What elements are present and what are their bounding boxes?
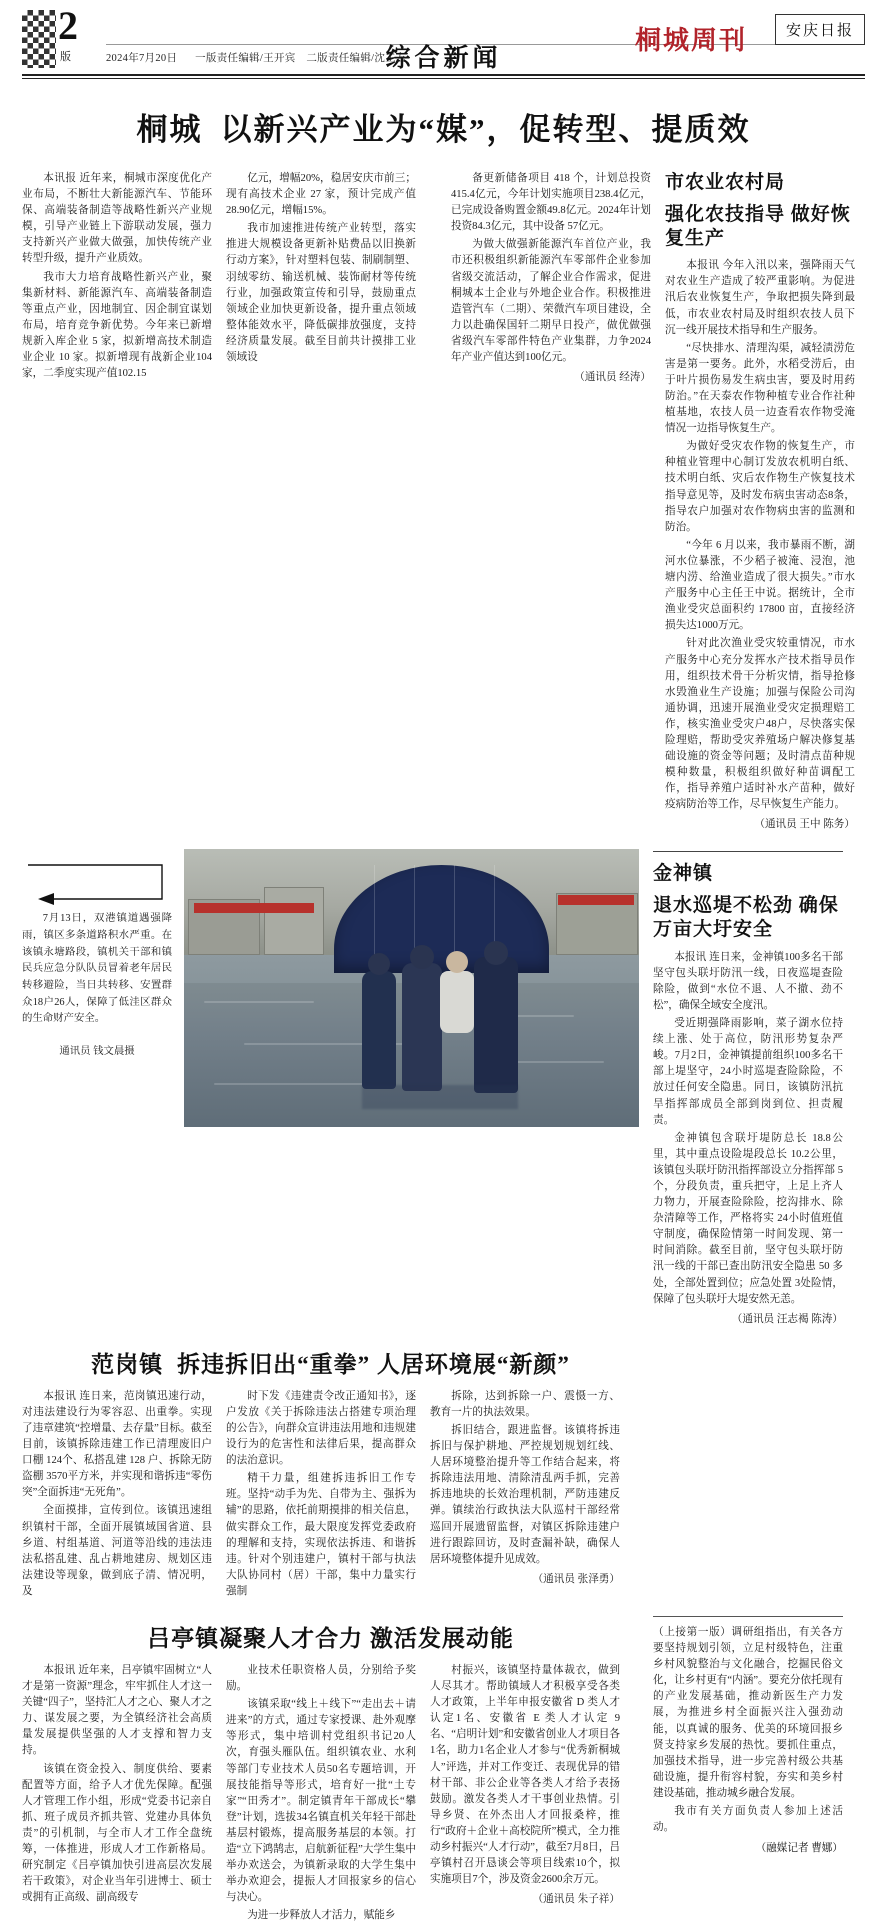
lead-headline-main: 以新兴产业为“媒”，促转型、提质效 <box>220 112 751 147</box>
article-signature: （通讯员 经涛） <box>574 372 651 384</box>
article3-col-1 <box>22 1663 212 1926</box>
arrow-icon <box>24 859 166 907</box>
news-photo-flood-rescue <box>184 849 639 1127</box>
right-article-1-org: 市农业农村局 <box>665 172 786 193</box>
article3-headline <box>22 1620 639 1653</box>
article3-title: 凝聚人才合力 激活发展动能 <box>219 1625 514 1651</box>
paragraph: 本报讯 连日来，金神镇100多名干部坚守包头联圩防汛一线，日夜巡堤查险除险，做到“水位不退、人不撤、劲不松”，确保全域安全度汛。 <box>653 951 843 1011</box>
photo-and-right-area <box>22 841 865 1331</box>
right-column <box>665 171 855 837</box>
weekly-brand: 桐城周刊 <box>634 26 747 55</box>
article-signature: （通讯员 王中 陈务） <box>754 819 855 831</box>
paragraph: 本讯报 近年来，桐城市深度优化产业布局，不断壮大新能源汽车、节能环保、高端装备制造等战略性新兴产业规模，引导产业链上下游联动发展，强力支持新兴产业做大做强，加快传统产业转型升级，提升产业质效。 <box>22 173 212 265</box>
paragraph: 时下发《违建责令改正通知书》，逐户发放《关于拆除违法占搭建专项治理的公告》，向群众宣讲违法用地和违规建设行为的危害性和法律后果，提高群众的法治意识。 <box>226 1390 416 1467</box>
paragraph: 为做大做强新能源汽车首位产业，我市还积极组织新能源汽车零部件企业参加省级交流活动，了解企业合作需求，促进桐城本土企业与外地企业合作。积极推进造管汽车（二期）、荣微汽车项目建设，全力以赴确保国轩二期早日投产，做优做强省级汽车零部件特色产业集群，力争2024年产业产值达到100亿元。 <box>451 239 651 364</box>
editors-line: 一版责任编辑/王开宾 二版责任编辑/沈工友 <box>195 53 407 64</box>
paragraph: 业技术任职资格人员，分别给予奖励。 <box>226 1664 416 1693</box>
lead-headline-town: 桐城 <box>136 112 203 147</box>
masthead <box>22 0 865 78</box>
footer-note-text: （上接第一版）调研组指出，有关各方要坚持规划引领，立足村级特色，注重乡村风貌整治与文化融合，挖掘民俗文化，让乡村更有“内涵”。要充分依托现有的产业发展基础，推动新医生产力发展，为推进乡村全面振兴注入强劲动能，以真诚的服务、优美的环境回报乡贤支持家乡发展的热忱。要抓住重点，加强技术指导，进一步完善村级公共基础设施，提升衔容村貌，夯实和美乡村建设基础，推动城乡融合发展。 <box>653 1626 843 1799</box>
paragraph: “今年 6 月以来，我市暴雨不断，湖河水位暴涨，不少稻子被淹、浸泡，池塘内涝、给渔业造成了很大损失。”市水产服务中心主任王中说。据统计，全市渔业受灾总面积约 17800 亩，直接经济损失达1000万元。 <box>665 539 855 632</box>
paper-brand: 安庆日报 <box>775 14 865 45</box>
lead-article-columns <box>22 171 437 837</box>
photo-caption-block <box>22 849 172 1056</box>
right-article-2-org: 金神镇 <box>653 863 714 885</box>
photo-red-banner <box>194 903 314 913</box>
right-article-2-title: 退水巡堤不松劲 确保万亩大圩安全 <box>653 895 839 940</box>
right-column-3-spacer <box>653 1332 843 1602</box>
photo-block <box>22 841 639 1331</box>
lead-headline <box>22 104 865 149</box>
top-body-area <box>22 171 865 837</box>
article3-town: 吕亭镇 <box>147 1625 220 1651</box>
footer-signature: （融媒记者 曹娜） <box>755 1843 843 1855</box>
masthead-divider-thick <box>22 74 865 76</box>
photo-building <box>264 887 324 955</box>
paragraph: 拆除，达到拆除一户、震慑一方、教育一片的执法效果。 <box>430 1390 620 1418</box>
paragraph: 该镇在资金投入、制度供给、要素配置等方面，给予人才优先保障。配强人才管理工作小组，形成“党委书记亲自抓、班子成员齐抓共管、党建办具体负责”的引机制，与全市人才工作全盘统筹，一体推进，形成人才工作新格局。研究制定《吕亭镇加快引进高层次发展若干政策》，对企业当年引进博士、硕士或拥有正高级、副高级专 <box>22 1763 212 1904</box>
paragraph: 村振兴，该镇坚持量体裁衣，做到人尽其才。帮助镇域人才积极享受各类人才政策，上半年申报安徽省 D 类人才认定1名、安徽省 E 类人才认定 9 名、“启明计划”和安徽省创业人才项目各1名，助力1名企业人才参与“优秀新桐城人”评选，并对工作变迁、表现优异的错材干部、非公企业等各类人才给予表扬鼓励。激发各类人才干事创业热情。引导乡贤、在外杰出人才回报桑梓，推行“政府＋企业＋高校院所”模式，全力推动乡村振兴“人才行动”，截至7月8日，吕亭镇村召开恳谈会等项目线索10个，拟实施项目7个，涉及资金2600余万元。 <box>430 1664 620 1886</box>
paragraph: 本报讯 近年来，吕亭镇牢固树立“人才是第一资源”理念，牢牢抓住人才这一关键“四子”，坚持汇人才之心、聚人才之力、谋发展之要，为全镇经济社会高质量发展提供坚强的人才支撑和智力支持。 <box>22 1664 212 1757</box>
article2-headline <box>22 1346 639 1379</box>
paragraph: 精干力量，组建拆违拆旧工作专班。坚持“动手为先、自带为主、强拆为辅”的思路，依托前期摸排的相关信息，做实群众工作，最大限度发挥党委政府的理解和支持，实现依法拆违、和谐拆违。针对个别违建户，镇村干部与执法大队协同村（居）干部，集中力量实行强制 <box>226 1473 416 1597</box>
article2-block <box>22 1332 639 1602</box>
paragraph: 亿元，增幅20%，稳居安庆市前三；现有高技术企业 27 家，预计完成产值 28.90亿元，增幅15%。 <box>226 173 416 217</box>
masthead-divider-thin <box>22 78 865 79</box>
paragraph: 为进一步释放人才活力，赋能乡 <box>247 1910 396 1922</box>
paragraph: 针对此次渔业受灾较重情况，市水产服务中心充分发挥水产技术指导员作用，组织技术骨干分析灾情，指导抢修水毁渔业生产设施；加强与保险公司沟通协调，迅速开展渔业受灾定损理赔工作，核实渔业受灾户48户，尽快落实保险理赔，帮助受灾养殖场户解决修复基础设施的资金等问题；及时清点苗种规模种数量，积极组织做好种苗调配工作，指导养殖户适时补水产苗种，做好疫病防治等工作，尽早恢复生产能力。 <box>665 638 855 811</box>
article2-col-1 <box>22 1389 212 1602</box>
paragraph: 本报讯 今年入汛以来，强降雨天气对农业生产造成了较严重影响。为促进汛后农业恢复生产，争取把损失降到最低，市农业农村局及时组织农技人员下沉一线开展技术指导和生产服务。 <box>665 260 855 336</box>
article3-area <box>22 1608 865 1926</box>
page-number: 2 <box>58 3 78 48</box>
lead-col-3 <box>451 171 651 837</box>
paragraph: 全面摸排，宣传到位。该镇迅速组织镇村干部，全面开展镇域国省道、县乡道、村组基道、河道等沿线的违法违法私搭乱建、乱占耕地建房、规划区违法建设等现象，做到底子清、情况明，及 <box>22 1505 212 1597</box>
right-column-2 <box>653 841 843 1331</box>
lead-col-1 <box>22 171 212 384</box>
footer-note-column <box>653 1608 843 1926</box>
photo-red-banner <box>558 895 634 905</box>
section-title: 综合新闻 <box>385 45 502 72</box>
right-divider <box>653 851 843 852</box>
article3-col-2 <box>226 1663 416 1926</box>
footer-divider <box>653 1616 843 1617</box>
article-signature: （通讯员 朱子祥） <box>532 1894 620 1906</box>
article3-block <box>22 1608 639 1926</box>
footer-note-text-2: 我市有关方面负责人参加上述活动。 <box>653 1806 843 1834</box>
right-article-1-title: 强化农技指导 做好恢复生产 <box>665 203 851 249</box>
photo-credit: 通讯员 钱文晨摄 <box>59 1045 135 1057</box>
article3-col-3 <box>430 1663 620 1926</box>
photo-caption-text: 7月13日，双港镇道遇强降雨，镇区多条道路积水严重。在该镇永塘路段，镇机关干部和镇民兵应急分队队员冒着老年居民转移避险，当日共转移、安置群众18户26人，保障了低洼区群众的生命财产安全。 <box>22 913 172 1025</box>
article2-col-3 <box>430 1389 620 1602</box>
lead-col-2 <box>226 171 416 384</box>
article-signature: （通讯员 汪志褐 陈涛） <box>731 1313 843 1325</box>
publication-date: 2024年7月20日 <box>106 53 178 64</box>
paragraph: 拆旧结合，跟进监督。该镇将拆违拆旧与保护耕地、严控规划规划红线、人居环境整治提升等工作结合起来，将拆除违法用地、清除清乱两手抓，完善拆违地块的长效治理机制，严防违建反弹。镇续治行政执法大队巡村干部经常巡回开展遗留监督，对镇区拆除违建户进行跟踪回访，及时查漏补缺，确保人居环境整体提升见成效。 <box>430 1424 620 1565</box>
paragraph: 金神镇包含联圩堤防总长 18.8公里，其中重点设险堤段总长 10.2公里，该镇包头联圩防汛指挥部设立分指挥部 5 个，分段负责，重兵把守，上足上齐人力物力，开展查险除险，挖沟排水、除杂清障等工作，严格将实 24小时值班值守制度，确保险情第一时间发现、第一时间消除。截至目前，坚守包头联圩防汛一线的干部已查出防汛安全隐患 50 多处，全部处置到位；应急处置 3处险情，保障了包头联圩大堤安然无恙。 <box>653 1132 843 1305</box>
paragraph: 我市加速推进传统产业转型，落实推进大规模设备更新补贴费品以旧换新行动方案》，针对塑料包装、制刷制塑、羽绒零纺、输送机械、装饰耐材等传统行业，加强政策宣传和引导，鼓励重点领域企业加快更新设备，提升重点领域整体能效水平，降低碳排放强度，支持经济质量发展。截至目前共计摸排工业领域设 <box>226 223 416 364</box>
photo-rescue-group <box>362 945 522 1105</box>
article2-col-2 <box>226 1389 416 1602</box>
paragraph: 受近期强降雨影响，菜子湖水位持续上涨、处于高位，防汛形势复杂严峻。7月2日，金神镇提前组织100多名干部上堤坚守，24小时巡堤查险除险，不放过任何安全隐患。同日，该镇防汛抗旱指挥部成员全部到岗到位、担责履责。 <box>653 1018 843 1126</box>
article2-title: 拆违拆旧出“重拳” 人居环境展“新颜” <box>177 1351 570 1377</box>
paragraph: 我市大力培育战略性新兴产业，聚集新材料、新能源汽车、高端装备制造等重点产业，因地制宜、因企制宜谋划布局，培育竞争新优势。今年来已新增规新入库企业 5 家，拟新增高技术制造业企业 10 家。拟新增现有战新企业104家，二季度实现产值102.15 <box>22 271 212 380</box>
paragraph: 该镇采取“线上＋线下”“走出去＋请进来”的方式，通过专家授课、赴外观摩等形式，集中培训村党组织书记20人次，育强头雁队伍。组织镇农业、水利等部门专业技术人员50名专题培训，开展技能指导等形式，培育好一批“土专家”“田秀才”。制定镇青年干部成长“攀登”计划，选拔34名镇直机关年轻干部赴基层村锻炼，提高服务基层的本领。打造“立下鸿鹄志，启航新征程”大学生集中举办欢送会，为镇新录取的大学生集中举办欢迎会，提振人才回报家乡的信心与决心。 <box>226 1699 416 1904</box>
paragraph: 为做好受灾农作物的恢复生产，市种植业管理中心制订发放农机明白纸、技术明白纸、灾后农作物生产恢复技术指导意见等，及时发布病虫害动态8条，指导农户加强对农作物病虫害的监测和防治。 <box>665 441 855 533</box>
page-number-label: 版 <box>60 51 71 63</box>
article2-town: 范岗镇 <box>91 1351 164 1377</box>
article2-area <box>22 1332 865 1602</box>
paragraph: “尽快排水、清理沟渠，减轻渍涝危害是第一要务。此外，水稻受涝后，由于叶片损伤易发生病虫害，要及时用药防治。”在天泰农作物种植专业合作社种植基地，农技人员一边查看农作物受淹情况一边指导恢复生产。 <box>665 342 855 435</box>
article-signature: （通讯员 张泽勇） <box>532 1573 620 1585</box>
paragraph: 本报讯 连日来，范岗镇迅速行动，对违法建设行为零容忍、出重拳。实现了违章建筑“控增量、去存量”目标。截至目前，该镇拆除违建工作已清理废旧户口棚 124个、私搭乱建 128 户、拆除无防盗棚 3570平方米，并实现和谐拆违“零伤突”全面拆违“无死角”。 <box>22 1390 212 1499</box>
paragraph: 备更新储备项目 418 个，计划总投资415.4亿元，今年计划实施项目238.4亿元，已完成设备购置金额49.8亿元。2024年计划投资84.3亿元，其中设备 57亿元。 <box>451 173 651 233</box>
